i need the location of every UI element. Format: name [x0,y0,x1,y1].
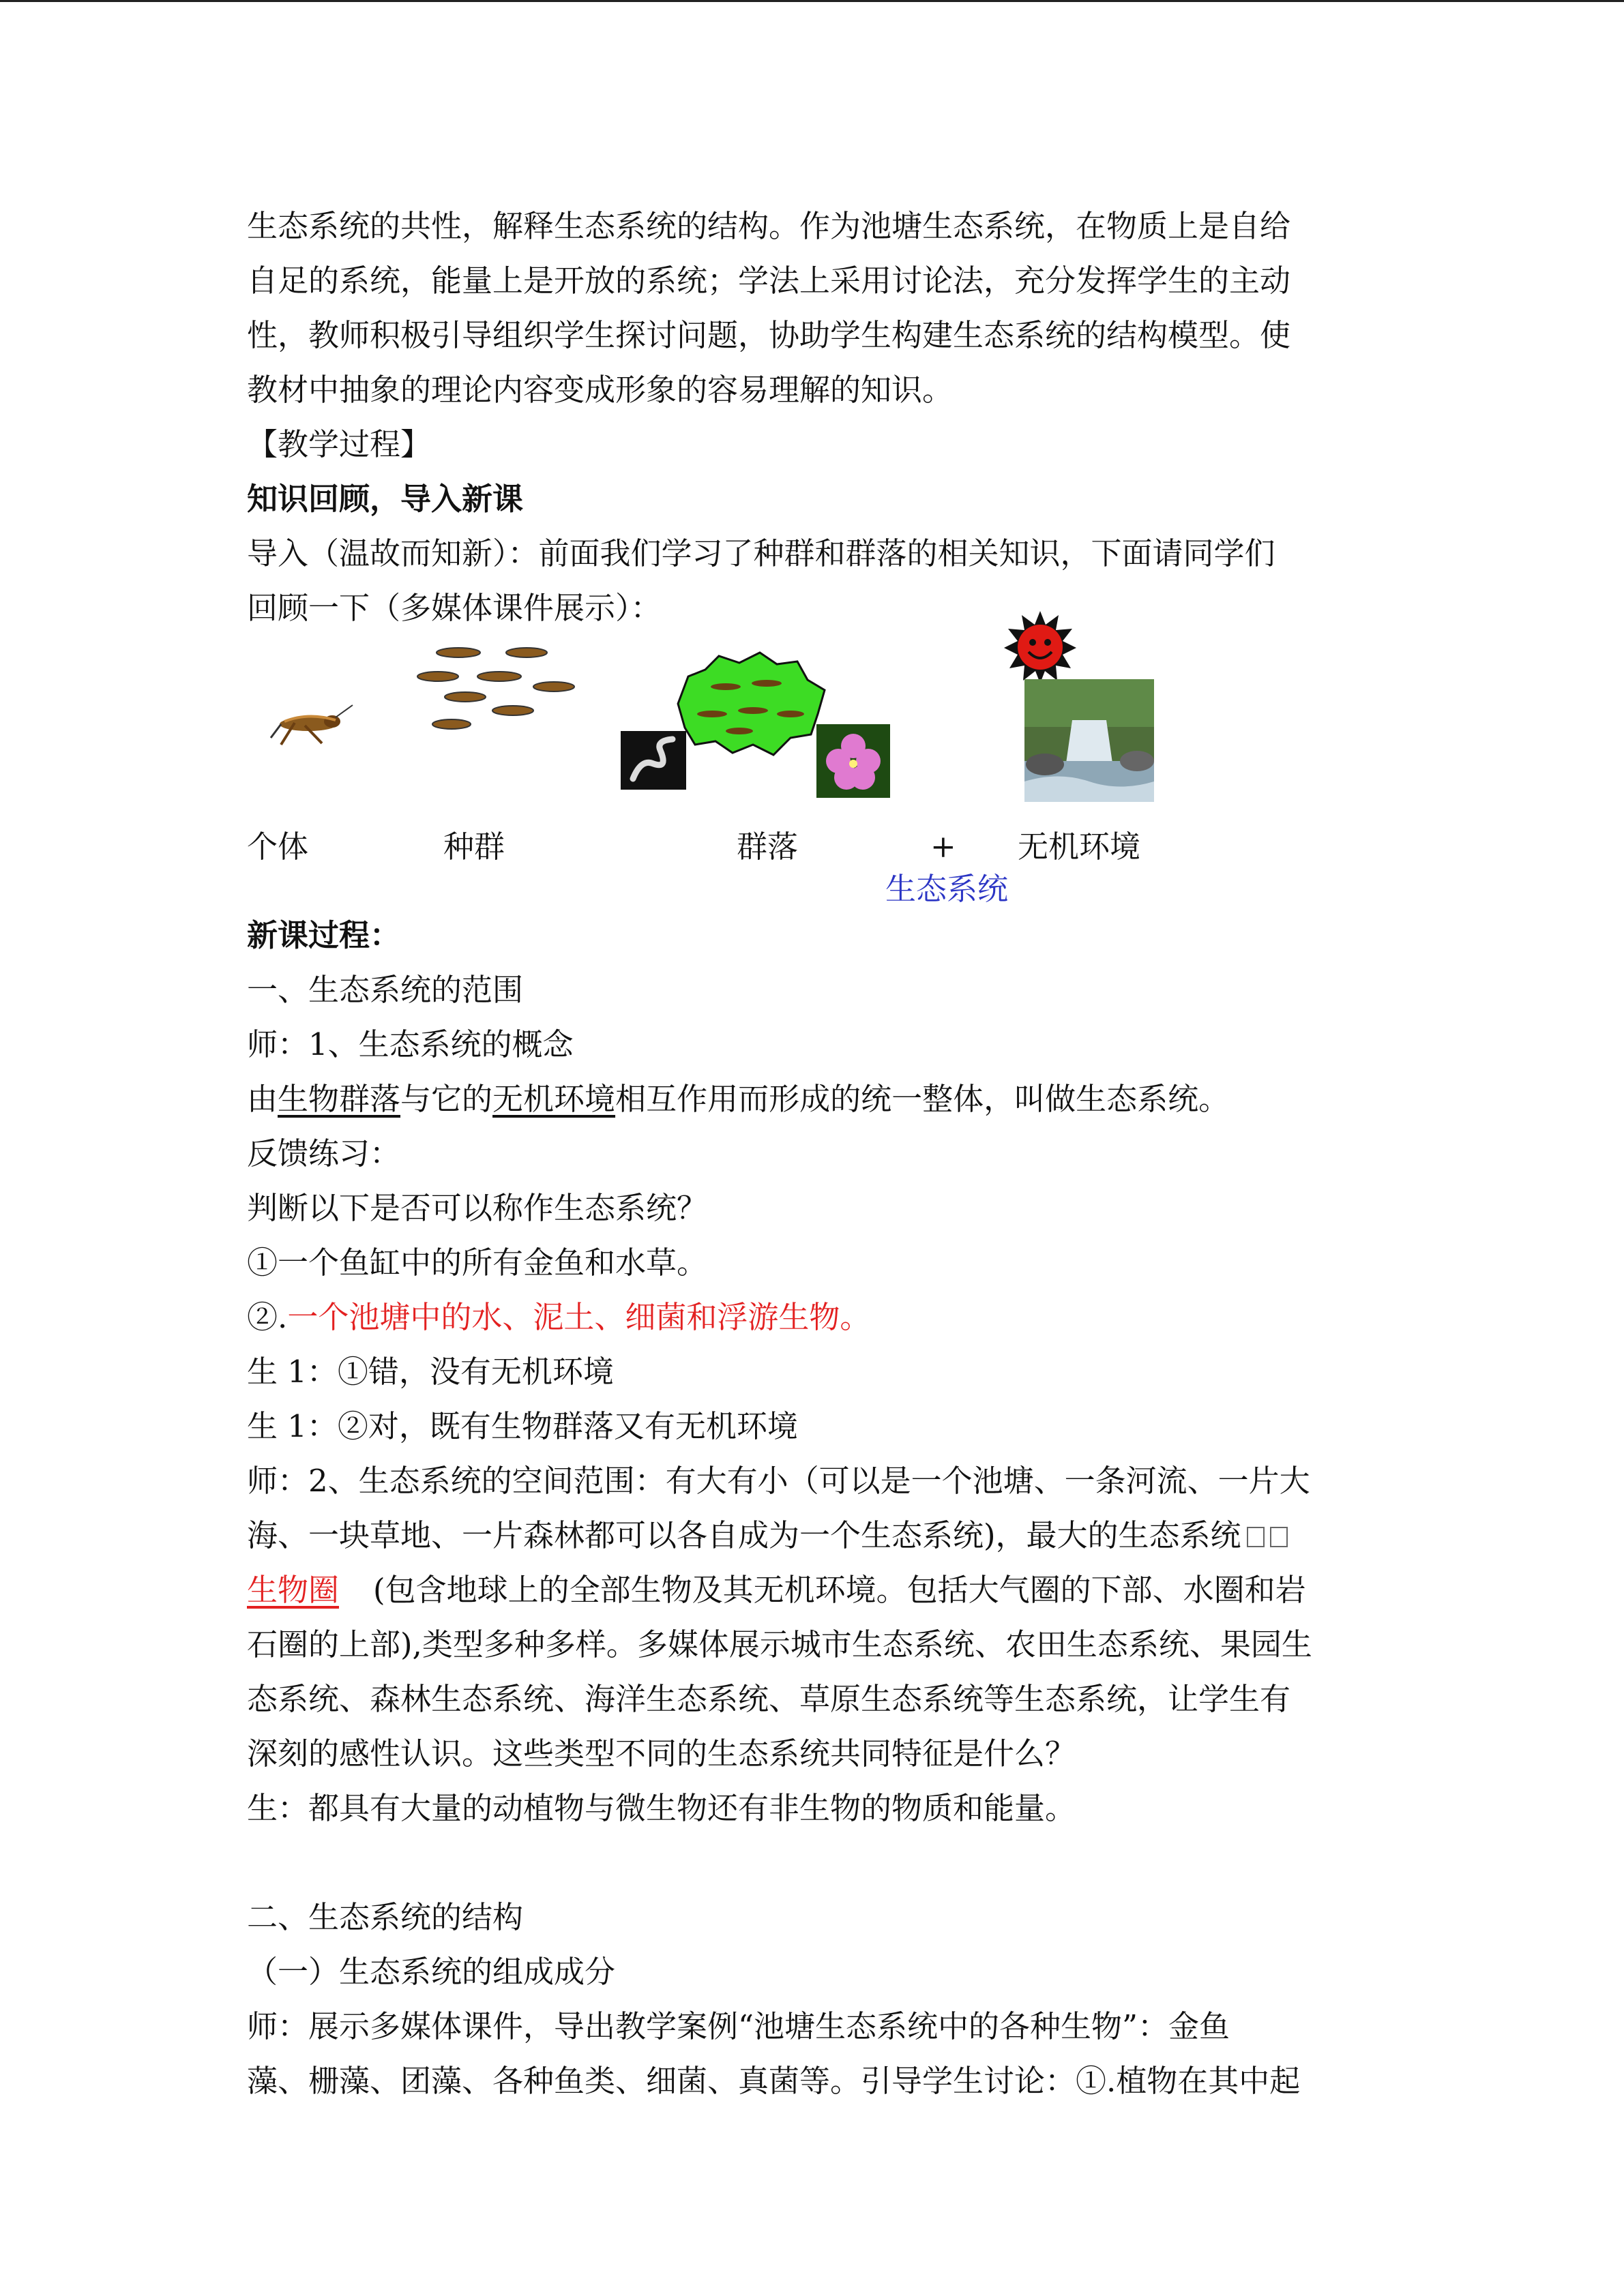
underlined-biocommunity: 生物群落 [278,1081,401,1117]
intro-line-1: 生态系统的共性，解释生态系统的结构。作为池塘生态系统，在物质上是自给 [247,208,1291,244]
label-inorganic-environment: 无机环境 [1018,829,1141,865]
label-community: 群落 [737,829,799,865]
teacher-case-line-1: 师：展示多媒体课件，导出教学案例“池塘生态系统中的各种生物”：金鱼 [247,2008,1230,2044]
question-line: 判断以下是否可以称作生态系统？ [247,1190,708,1226]
missing-glyph-box [1247,1527,1265,1547]
intro-line-4: 教材中抽象的理论内容变成形象的容易理解的知识。 [247,372,954,408]
intro-line-3: 性，教师积极引导组织学生探讨问题，协助学生构建生态系统的结构模型。使 [247,317,1291,353]
section-2-title: 二、生态系统的结构 [247,1899,524,1935]
scope-line-4: 石圈的上部),类型多种多样。多媒体展示城市生态系统、农田生态系统、果园生 [247,1626,1312,1663]
intro-line-2: 自足的系统，能量上是开放的系统；学法上采用讨论法，充分发挥学生的主动 [247,263,1291,299]
question-item-2-highlight: 一个池塘中的水、泥土、细菌和浮游生物。 [287,1299,871,1335]
scope-line-6: 深刻的感性认识。这些类型不同的生态系统共同特征是什么？ [247,1735,1076,1772]
question-item-1: ①一个鱼缸中的所有金鱼和水草。 [247,1244,708,1281]
ecosystem-figure [247,636,1379,908]
waterfall-icon [1024,679,1154,802]
underlined-inorganic-environment: 无机环境 [492,1081,616,1117]
feedback-title: 反馈练习： [247,1135,401,1172]
sun-icon [1003,610,1078,685]
review-heading: 知识回顾，导入新课 [247,481,524,517]
missing-glyph-box [1270,1527,1288,1547]
teacher-case-line-2: 藻、栅藻、团藻、各种鱼类、细菌、真菌等。引导学生讨论：①.植物在其中起 [247,2063,1301,2099]
student-answer: 生：都具有大量的动植物与微生物还有非生物的物质和能量。 [247,1790,1076,1826]
scope-line-1: 师：2、生态系统的空间范围：有大有小（可以是一个池塘、一条河流、一片大 [247,1463,1310,1499]
grasshopper-icon [267,697,356,751]
definition-line: 由生物群落与它的无机环境相互作用而形成的统一整体，叫做生态系统。 [247,1081,1230,1117]
subsection-1-title: （一）生态系统的组成成分 [247,1954,616,1990]
flower-icon [816,724,890,798]
label-plus: + [930,829,956,865]
page-top-border [0,0,1624,2]
label-individual: 个体 [247,829,309,865]
grasshopper-population-icon [411,636,581,738]
answer-1: 生 1：①错，没有无机环境 [247,1354,614,1390]
scope-line-5: 态系统、森林生态系统、海洋生态系统、草原生态系统等生态系统，让学生有 [247,1681,1291,1717]
process-heading: 【教学过程】 [247,426,432,462]
scope-line-2: 海、一块草地、一片森林都可以各自成为一个生态系统)，最大的生态系统 [247,1508,1379,1563]
new-lesson-heading: 新课过程： [247,917,401,953]
label-population: 种群 [443,829,505,865]
section-1-title: 一、生态系统的范围 [247,972,524,1008]
lead-in-line-1: 导入（温故而知新）：前面我们学习了种群和群落的相关知识，下面请同学们 [247,535,1275,571]
scope-line-3: 生物圈 (包含地球上的全部生物及其无机环境。包括大气圈的下部、水圈和岩 [247,1572,1306,1608]
lead-in-line-2: 回顾一下（多媒体课件展示）： [247,590,662,626]
label-ecosystem: 生态系统 [885,871,1009,907]
community-leaf-icon [664,649,828,758]
question-item-2: ②.一个池塘中的水、泥土、细菌和浮游生物。 [247,1299,871,1335]
biosphere-term: 生物圈 [247,1572,340,1608]
concept-title: 师：1、生态系统的概念 [247,1026,574,1062]
document-page [247,199,1379,2108]
answer-2: 生 1：②对，既有生物群落又有无机环境 [247,1408,798,1444]
